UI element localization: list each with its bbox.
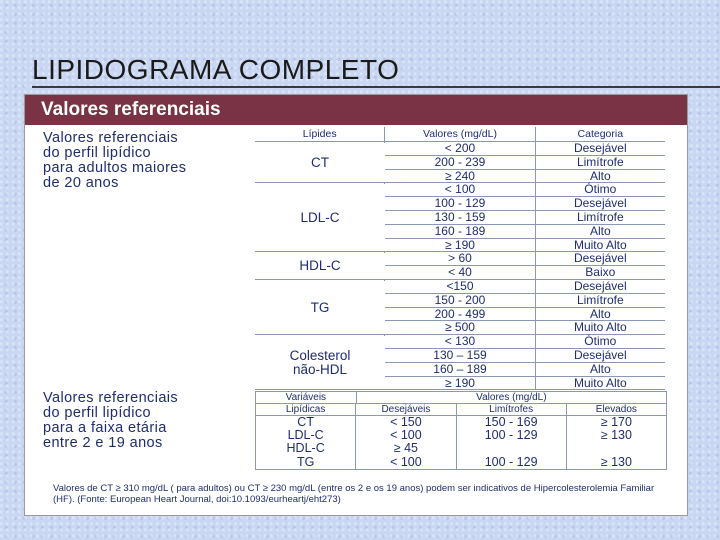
category-cell: Alto — [535, 363, 665, 376]
value-cell: < 200 — [384, 142, 534, 155]
category-cell: Desejável — [535, 252, 665, 265]
title-underline — [32, 86, 720, 88]
value-cell: < 130 — [384, 335, 534, 348]
children-block-label: Valores referenciais do perfil lipídico para a faixa etária entre 2 e 19 anos — [43, 390, 179, 451]
lipid-group-label: LDL-C — [255, 184, 385, 251]
column-header-valores: Valores (mg/dL) — [356, 392, 666, 403]
value-cell: 130 – 159 — [384, 349, 534, 362]
category-cell: Limítrofe — [535, 211, 665, 224]
table-cell: ≥ 170 — [566, 416, 666, 429]
category-cell: Muito Alto — [535, 239, 665, 252]
table-row — [256, 456, 666, 469]
table-cell: HDL-C — [286, 441, 325, 456]
column-header-variaveis: Variáveis — [285, 392, 327, 403]
lipid-group-label: Colesterol não-HDL — [255, 336, 385, 389]
adults-block-label: Valores referenciais do perfil lipídico para adultos maiores de 20 anos — [43, 130, 187, 191]
footnote: Valores de CT ≥ 310 mg/dL ( para adultos) ou CT ≥ 230 mg/dL (entre os 2 e os 19 anos) podem ser indicativos de Hipercolesterolemia Familiar (HF). (Fonte: European Heart Journal, doi:10.1093/eurheartj/eht273) — [53, 483, 655, 505]
category-cell: Alto — [535, 170, 665, 183]
value-cell: 130 - 159 — [384, 211, 534, 224]
value-cell: 160 - 189 — [384, 225, 534, 238]
value-cell: 200 - 499 — [384, 308, 534, 321]
category-cell: Alto — [535, 308, 665, 321]
table-cell — [456, 442, 566, 455]
children-table-header-top — [256, 392, 666, 404]
table-cell: 100 - 129 — [456, 456, 566, 469]
table-cell: ≥ 45 — [355, 442, 455, 455]
table-cell: LDL-C — [287, 428, 324, 443]
category-cell: Muito Alto — [535, 377, 665, 390]
category-cell: Alto — [535, 225, 665, 238]
table-cell: ≥ 130 — [566, 456, 666, 469]
value-cell: > 60 — [384, 252, 534, 265]
table-cell — [566, 442, 666, 455]
category-cell: Muito Alto — [535, 321, 665, 334]
table-cell: 150 - 169 — [456, 416, 566, 429]
children-reference-table — [255, 391, 667, 470]
lipid-group-label: TG — [255, 281, 385, 334]
column-header-3: Elevados — [566, 404, 666, 415]
value-cell: 150 - 200 — [384, 294, 534, 307]
value-cell: ≥ 190 — [384, 239, 534, 252]
table-cell: ≥ 130 — [566, 429, 666, 442]
column-header-1: Desejáveis — [355, 404, 455, 415]
column-header-2: Limítrofes — [456, 404, 566, 415]
category-cell: Desejável — [535, 197, 665, 210]
adults-table-header — [255, 127, 665, 142]
panel-header: Valores referenciais — [25, 95, 687, 125]
category-cell: Limítrofe — [535, 156, 665, 169]
slide-title: LIPIDOGRAMA COMPLETO — [32, 54, 400, 85]
column-header-lipides: Lípides — [302, 128, 337, 140]
lipid-group-label: HDL-C — [255, 253, 385, 279]
value-cell: <150 — [384, 280, 534, 293]
table-cell: TG — [296, 454, 315, 469]
value-cell: < 40 — [384, 266, 534, 279]
value-cell: ≥ 500 — [384, 321, 534, 334]
value-cell: 100 - 129 — [384, 197, 534, 210]
category-cell: Desejável — [535, 280, 665, 293]
value-cell: < 100 — [384, 183, 534, 196]
category-cell: Desejável — [535, 142, 665, 155]
value-cell: ≥ 240 — [384, 170, 534, 183]
table-cell: < 100 — [355, 456, 455, 469]
category-cell: Desejável — [535, 349, 665, 362]
table-cell: < 100 — [355, 429, 455, 442]
table-cell: CT — [297, 415, 314, 429]
table-row — [256, 442, 666, 455]
category-cell: Ótimo — [535, 183, 665, 196]
category-cell: Ótimo — [535, 335, 665, 348]
value-cell: 200 - 239 — [384, 156, 534, 169]
column-header-0: Lipídicas — [285, 404, 326, 415]
table-cell: 100 - 129 — [456, 429, 566, 442]
column-header-categoria: Categoria — [535, 127, 665, 141]
category-cell: Baixo — [535, 266, 665, 279]
category-cell: Limítrofe — [535, 294, 665, 307]
column-header-valores: Valores (mg/dL) — [384, 127, 534, 141]
table-cell: < 150 — [355, 416, 455, 429]
value-cell: ≥ 190 — [384, 377, 534, 390]
value-cell: 160 – 189 — [384, 363, 534, 376]
reference-values-panel — [24, 94, 688, 516]
lipid-group-label: CT — [255, 143, 385, 182]
